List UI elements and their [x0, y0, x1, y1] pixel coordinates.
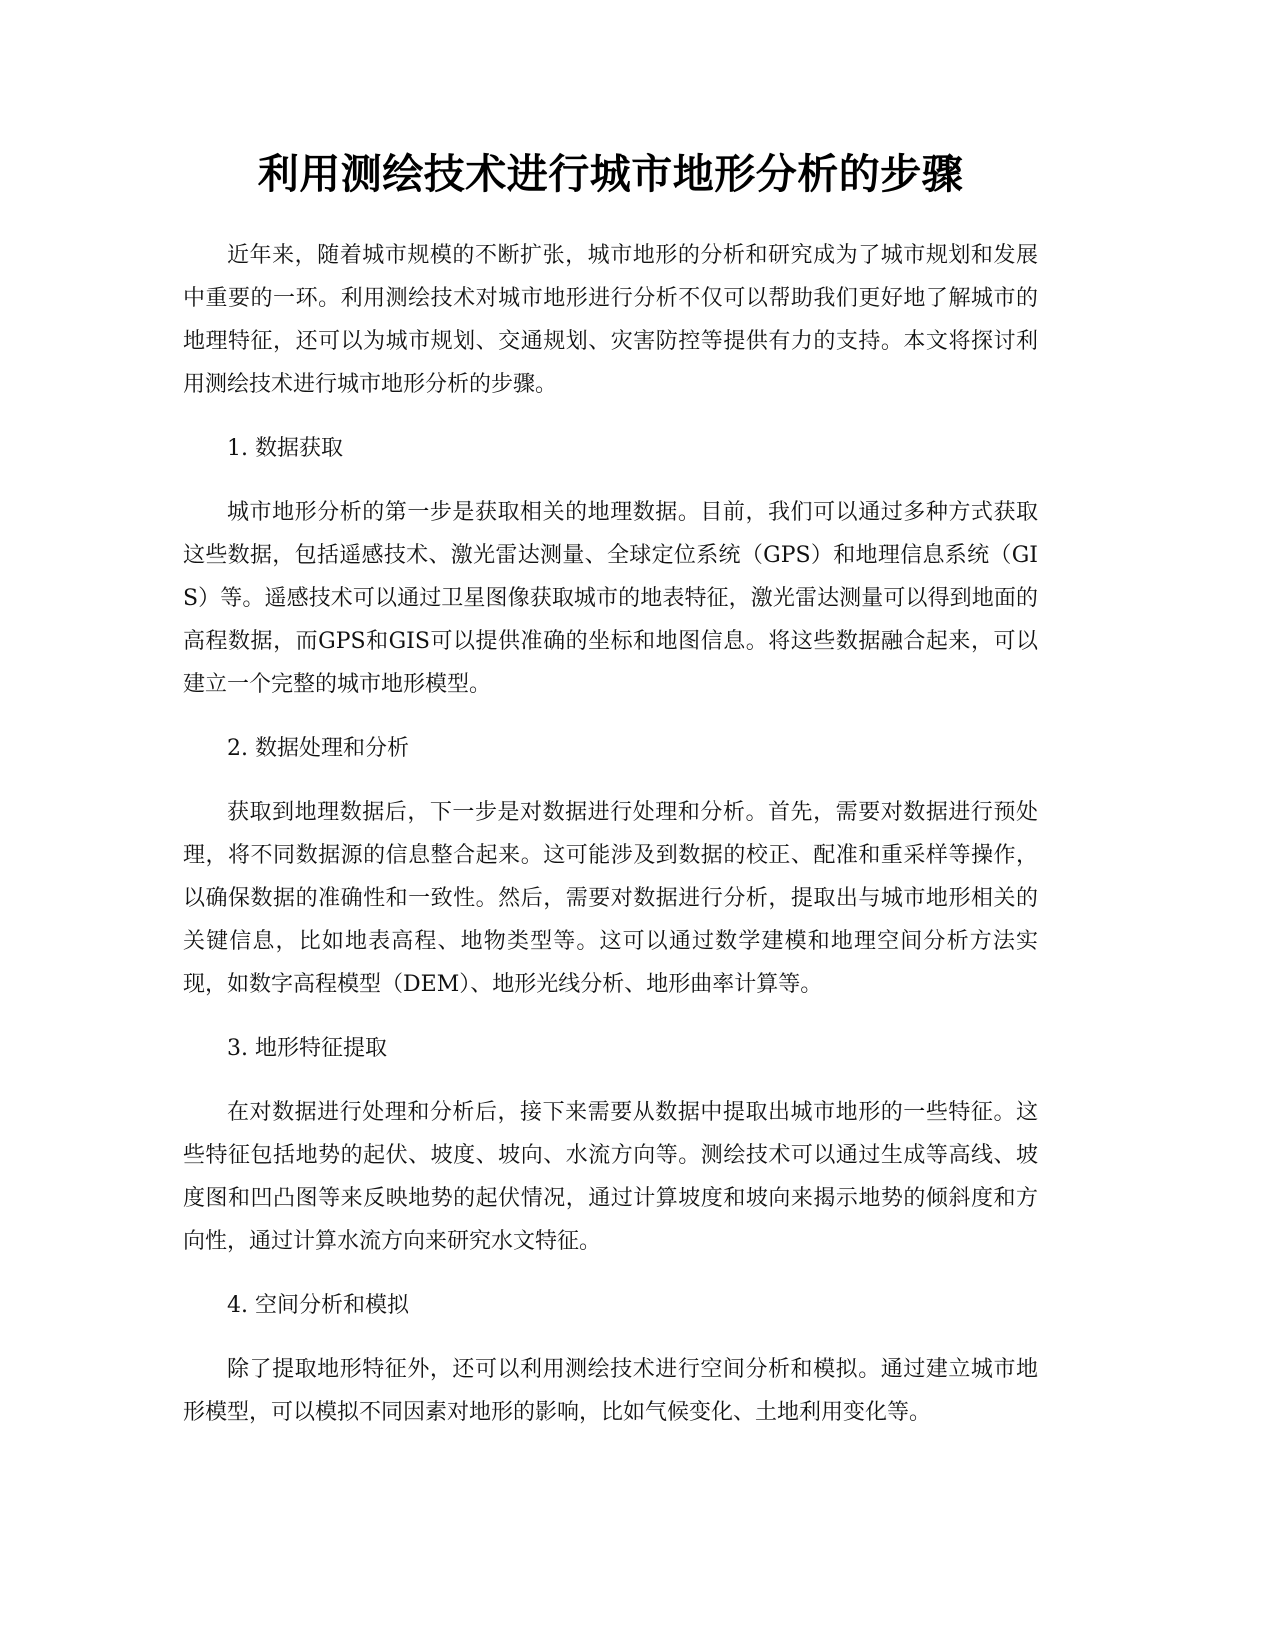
section-heading-feature-extraction: 3. 地形特征提取 — [227, 1036, 387, 1061]
section-paragraph-spatial-analysis: 除了提取地形特征外，还可以利用测绘技术进行空间分析和模拟。通过建立城市地形模型，可以模拟不同因素对地形的影响，比如气候变化、土地利用变化等。 — [183, 1357, 1038, 1425]
document-title: 利用测绘技术进行城市地形分析的步骤 — [257, 150, 964, 198]
intro-paragraph: 近年来，随着城市规模的不断扩张，城市地形的分析和研究成为了城市规划和发展中重要的一环。利用测绘技术对城市地形进行分析不仅可以帮助我们更好地了解城市的地理特征，还可以为城市规划、交通规划、灾害防控等提供有力的支持。本文将探讨利用测绘技术进行城市地形分析的步骤。 — [183, 243, 1038, 397]
document-body — [183, 148, 1038, 1455]
section-heading-data-acquisition: 1. 数据获取 — [227, 436, 343, 461]
section-paragraph-data-processing: 获取到地理数据后，下一步是对数据进行处理和分析。首先，需要对数据进行预处理，将不同数据源的信息整合起来。这可能涉及到数据的校正、配准和重采样等操作，以确保数据的准确性和一致性。然后，需要对数据进行分析，提取出与城市地形相关的关键信息，比如地表高程、地物类型等。这可以通过数学建模和地理空间分析方法实现，如数字高程模型（DEM）、地形光线分析、地形曲率计算等。 — [183, 800, 1038, 997]
section-heading-data-processing: 2. 数据处理和分析 — [227, 736, 409, 761]
section-heading-spatial-analysis: 4. 空间分析和模拟 — [227, 1293, 409, 1318]
section-paragraph-feature-extraction: 在对数据进行处理和分析后，接下来需要从数据中提取出城市地形的一些特征。这些特征包括地势的起伏、坡度、坡向、水流方向等。测绘技术可以通过生成等高线、坡度图和凹凸图等来反映地势的起伏情况，通过计算坡度和坡向来揭示地势的倾斜度和方向性，通过计算水流方向来研究水文特征。 — [183, 1100, 1038, 1254]
section-paragraph-data-acquisition: 城市地形分析的第一步是获取相关的地理数据。目前，我们可以通过多种方式获取这些数据，包括遥感技术、激光雷达测量、全球定位系统（GPS）和地理信息系统（GIS）等。遥感技术可以通过卫星图像获取城市的地表特征，激光雷达测量可以得到地面的高程数据，而GPS和GIS可以提供准确的坐标和地图信息。将这些数据融合起来，可以建立一个完整的城市地形模型。 — [183, 500, 1038, 697]
